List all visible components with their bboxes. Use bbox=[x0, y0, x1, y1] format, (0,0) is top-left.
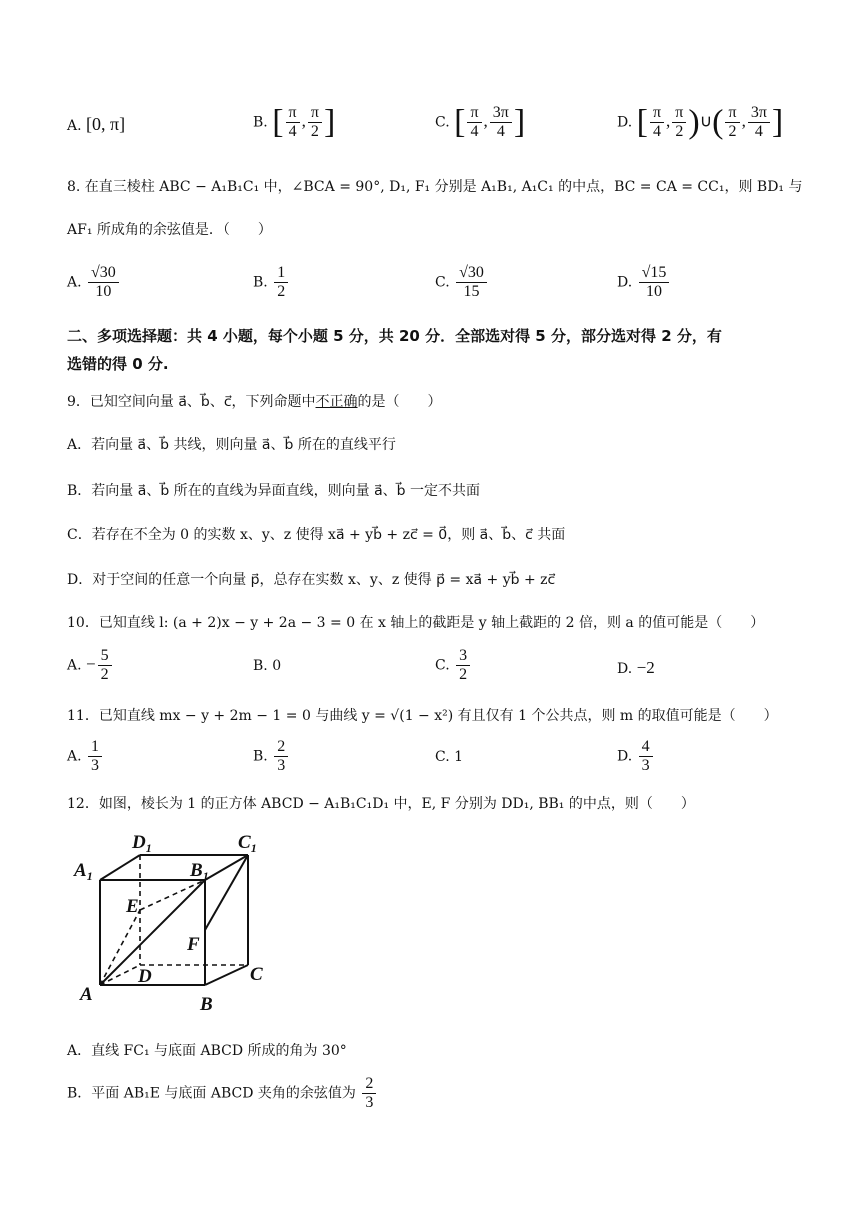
label-c: C bbox=[250, 964, 263, 985]
q10-option-b: B. 0 bbox=[253, 658, 282, 674]
q10-option-c: C. $\frac{3}{2}$ bbox=[435, 647, 472, 684]
section-heading-line1: 二、多项选择题：共 4 小题，每个小题 5 分，共 20 分．全部选对得 5 分，部分选对得 2 分，有 bbox=[67, 327, 722, 345]
q8-option-c: C. $\frac{√30}{15}$ bbox=[435, 264, 489, 301]
q10-option-d: D. −2 bbox=[617, 658, 655, 677]
q7-option-b: B. [ $\frac{\pi}{4}$ , $\frac{\pi}{2}$ ] bbox=[253, 103, 336, 141]
label-a1: $A_1$ bbox=[74, 860, 93, 883]
q12-stem: 12．如图，棱长为 1 的正方体 ABCD − A₁B₁C₁D₁ 中，E, F 分别为 DD₁, BB₁ 的中点，则（ ） bbox=[67, 796, 695, 812]
label-c1: $C_1$ bbox=[238, 832, 257, 855]
q10-option-a: A. − $\frac{5}{2}$ bbox=[67, 647, 114, 684]
q9-option-a: A．若向量 a⃗、b⃗ 共线，则向量 a⃗、b⃗ 所在的直线平行 bbox=[67, 437, 396, 453]
label-b: B bbox=[200, 994, 213, 1015]
q11-option-a: A. $\frac{1}{3}$ bbox=[67, 738, 104, 775]
q9-option-d: D．对于空间的任意一个向量 p⃗，总存在实数 x、y、z 使得 p⃗ = xa⃗ + yb⃗ + zc⃗ bbox=[67, 572, 556, 588]
q11-option-d: D. $\frac{4}{3}$ bbox=[617, 738, 655, 775]
q12-option-b: B．平面 AB₁E 与底面 ABCD 夹角的余弦值为 $\frac{2}{3}$ bbox=[67, 1075, 378, 1112]
q7-option-d: D. [ $\frac{\pi}{4}$ , $\frac{\pi}{2}$ )∪( $\frac{\pi}{2}$ , $\frac{3\pi}{4}$ ] bbox=[617, 103, 784, 141]
label-f: F bbox=[187, 934, 200, 955]
q8-option-a: A. $\frac{√30}{10}$ bbox=[67, 264, 121, 301]
section-heading-line2: 选错的得 0 分. bbox=[67, 355, 169, 373]
label-b1: $B_1$ bbox=[190, 860, 209, 883]
label-d1: $D_1$ bbox=[132, 832, 152, 855]
q10-stem: 10．已知直线 l: (a + 2)x − y + 2a − 3 = 0 在 x 轴上的截距是 y 轴上截距的 2 倍，则 a 的值可能是（ ） bbox=[67, 615, 765, 631]
cube-figure bbox=[70, 830, 280, 1015]
q11-option-c: C. 1 bbox=[435, 749, 464, 765]
label-e: E bbox=[126, 896, 139, 917]
q8-option-b: B. $\frac{1}{2}$ bbox=[253, 264, 290, 301]
q12-option-a: A．直线 FC₁ 与底面 ABCD 所成的角为 30° bbox=[67, 1043, 347, 1059]
label-d: D bbox=[138, 966, 152, 987]
q11-option-b: B. $\frac{2}{3}$ bbox=[253, 738, 290, 775]
q11-stem: 11．已知直线 mx − y + 2m − 1 = 0 与曲线 y = √(1 − x²) 有且仅有 1 个公共点，则 m 的取值可能是（ ） bbox=[67, 708, 778, 724]
q7-option-a: A. [0, π] bbox=[67, 114, 126, 134]
q7-option-c: C. [ $\frac{\pi}{4}$ , $\frac{3\pi}{4}$ ] bbox=[435, 103, 526, 141]
q8-option-d: D. $\frac{√15}{10}$ bbox=[617, 264, 671, 301]
q9-option-b: B．若向量 a⃗、b⃗ 所在的直线为异面直线，则向量 a⃗、b⃗ 一定不共面 bbox=[67, 483, 481, 499]
q9-option-c: C．若存在不全为 0 的实数 x、y、z 使得 xa⃗ + yb⃗ + zc⃗ = 0⃗，则 a⃗、b⃗、c⃗ 共面 bbox=[67, 527, 566, 543]
q8-stem-line1: 8. 在直三棱柱 ABC − A₁B₁C₁ 中，∠BCA = 90°, D₁, F₁ 分别是 A₁B₁, A₁C₁ 的中点，BC = CA = CC₁，则 BD₁ 与 bbox=[67, 179, 803, 195]
label-a: A bbox=[80, 984, 93, 1005]
q8-stem-line2: AF₁ 所成角的余弦值是．（ ） bbox=[67, 222, 272, 238]
q9-stem: 9．已知空间向量 a⃗、b⃗、c⃗，下列命题中不正确的是（ ） bbox=[67, 394, 442, 410]
